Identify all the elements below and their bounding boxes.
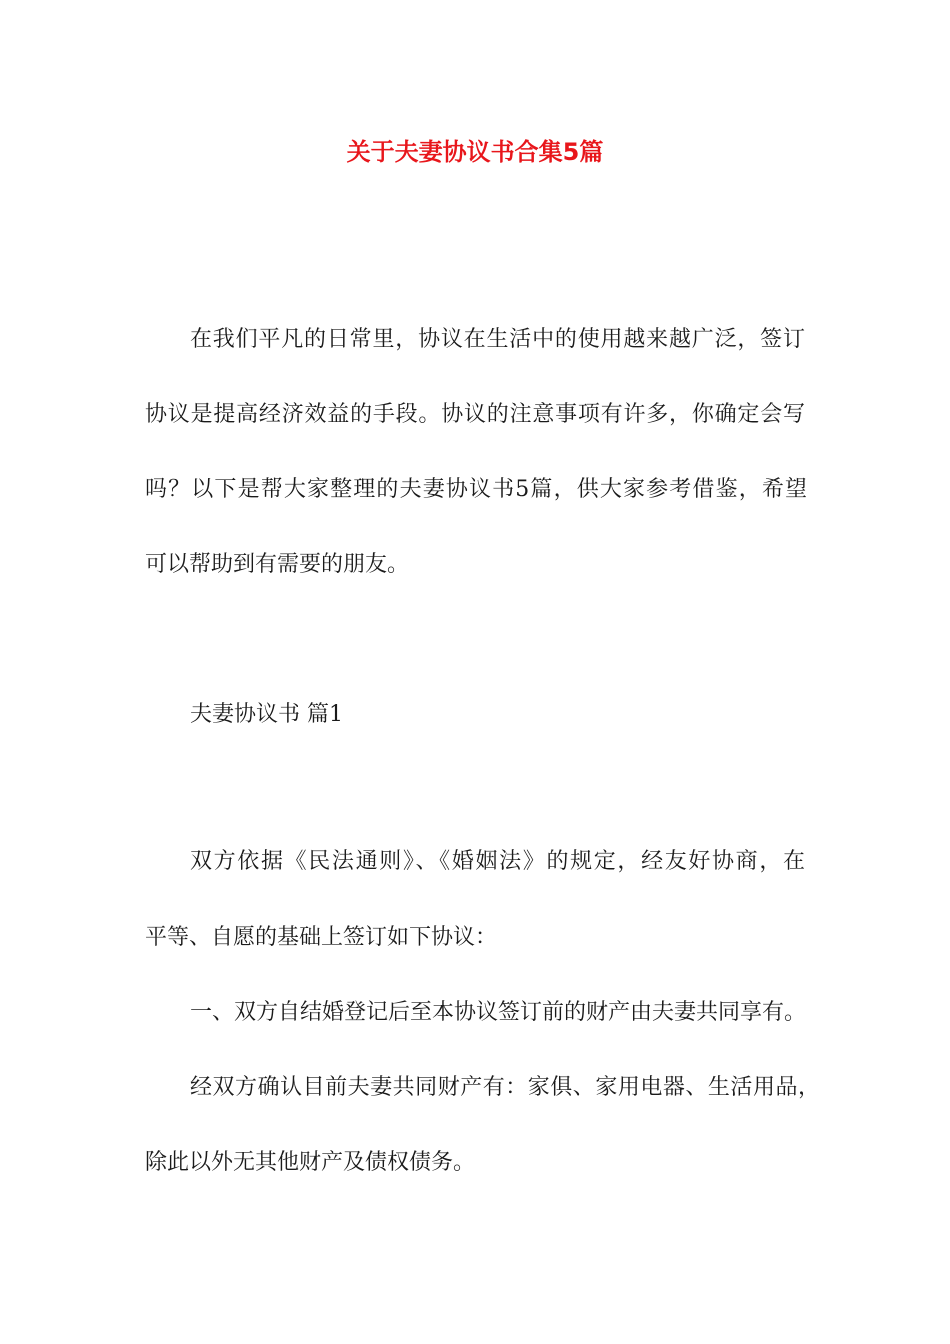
body-line-2: 平等、自愿的基础上签订如下协议：	[145, 925, 498, 950]
document-title: 关于夫妻协议书合集5篇	[346, 138, 604, 166]
body-line-1: 双方依据《民法通则》、《婚姻法》的规定，经友好协商，在	[190, 849, 805, 874]
intro-line-2: 协议是提高经济效益的手段。协议的注意事项有许多，你确定会写	[145, 402, 805, 427]
body-line-4: 经双方确认目前夫妻共同财产有：家俱、家用电器、生活用品，	[190, 1075, 820, 1100]
section-heading: 夫妻协议书 篇1	[190, 702, 343, 727]
body-line-3: 一、双方自结婚登记后至本协议签订前的财产由夫妻共同享有。	[190, 1000, 807, 1025]
body-line-5: 除此以外无其他财产及债权债务。	[145, 1150, 476, 1175]
intro-line-3: 吗？以下是帮大家整理的夫妻协议书5篇，供大家参考借鉴，希望	[145, 477, 807, 502]
intro-line-1: 在我们平凡的日常里，协议在生活中的使用越来越广泛，签订	[190, 327, 805, 352]
intro-line-4: 可以帮助到有需要的朋友。	[145, 552, 410, 577]
